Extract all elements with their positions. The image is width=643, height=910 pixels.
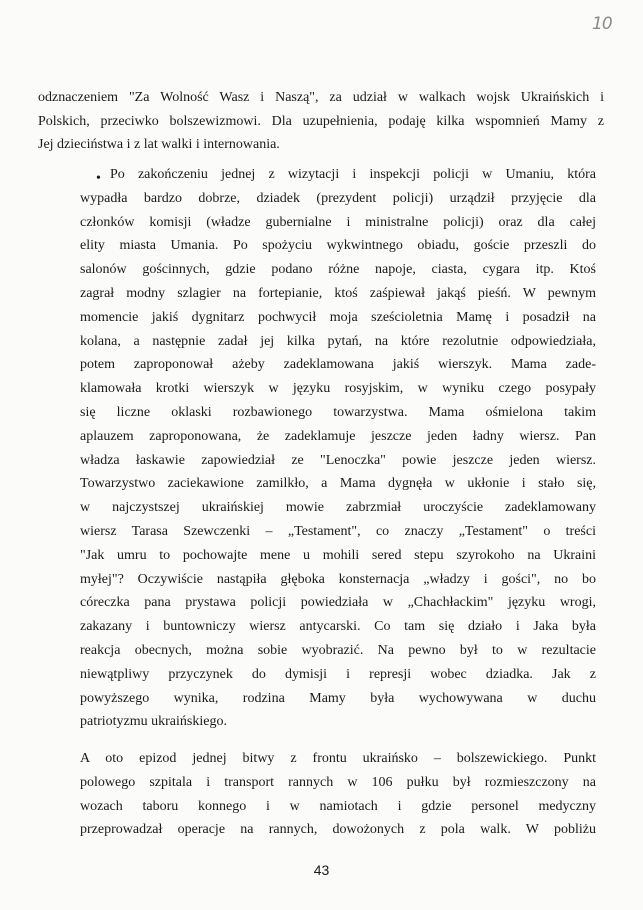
text-line: myłej"? Oczywiście nastąpiła głęboka konsternacja „władzy i gości", no bo [80,571,596,587]
text-line: patriotyzmu ukraińskiego. [80,714,227,730]
text-line: przeprowadzał operacje na rannych, dowożonych z pola walk. W pobliżu [80,822,596,838]
text-line: niewątpliwy przyczynek do dymisji i represji wobec dziadka. Jak z [80,666,596,682]
intro-paragraph [38,86,604,157]
text-line: salonów gościnnych, gdzie podano różne napoje, ciasta, cygara itp. Ktoś [80,262,596,278]
text-line: w najczystszej ukraińskiej mowie zabrzmiał uroczyście zadeklamowany [80,500,596,516]
text-line: Po zakończeniu jednej z wizytacji i inspekcji policji w Umaniu, która [110,167,596,182]
text-line: członków komisji (władze gubernialne i ministralne policji) oraz dla całej [80,214,596,230]
text-line: aplauzem zaproponowana, że zadeklamuje jeszcze jeden ładny wiersz. Pan [80,428,596,444]
text-line: Jej dzieciństwa i z lat walki i internowania. [38,137,280,152]
text-line: odznaczeniem "Za Wolność Wasz i Naszą", za udział w walkach wojsk Ukraińskich i [38,90,604,105]
next-paragraph [80,747,596,842]
text-line: zagrał modny szlagier na fortepianie, ktoś zaśpiewał jakąś pieśń. W pewnym [80,285,596,301]
text-line: reakcja obecnych, można sobie wyobrazić. Na pewno był to w rezultacie [80,642,596,658]
page-number: 43 [313,862,330,878]
text-line: córeczka pana prystawa policji powiedziała w „Chachłackim" języku wrogi, [80,595,596,611]
text-line: się liczne oklaski rozbawionego towarzystwa. Mama ośmielona takim [80,404,596,420]
handwritten-page-number: 10 [592,14,612,34]
text-line: wiersz Tarasa Szewczenki – „Testament", co znaczy „Testament" o treści [80,523,596,539]
bullet-paragraph [80,163,596,734]
text-line: polowego szpitala i transport rannych w 106 pułku był rozmieszczony na [80,774,596,790]
text-line: wypadła bardzo dobrze, dziadek (prezydent policji) urządził przyjęcie dla [80,190,596,206]
text-line: powyższego wynika, rodzina Mamy była wychowywana w duchu [80,690,596,706]
text-line: "Jak umru to pochowajte mene u mohili sered stepu szyrokoho na Ukraini [80,547,596,563]
text-line: klamowała krotki wierszyk w języku rosyjskim, w wyniku czego posypały [80,381,596,397]
text-line: momencie jakiś dygnitarz pochwycił moja sześcioletnia Mamę i posadził na [80,309,596,325]
text-line: A oto epizod jednej bitwy z frontu ukraińsko – bolszewickiego. Punkt [80,751,596,766]
text-line: Towarzystwo zaciekawione zamilkło, a Mama dygnęła w ukłonie i stało się, [80,476,596,492]
bullet-icon: • [96,171,101,186]
text-line: wozach taboru konnego i w namiotach i gdzie personel medyczny [80,798,596,814]
text-line: władza łaskawie zapowiedział ze "Lenoczka" powie jeszcze jeden wiersz. [80,452,596,468]
text-line: kolana, a następnie zadał jej kilka pytań, na które rezolutnie odpowiedziała, [80,333,596,349]
text-line: potem zaproponował ażeby zadeklamowana jakiś wierszyk. Mama zade- [80,357,596,373]
text-line: Polskich, przeciwko bolszewizmowi. Dla uzupełnienia, podaję kilka wspomnień Mamy z [38,113,604,129]
text-line: elity miasta Umania. Po spożyciu wykwintnego obiadu, goście przeszli do [80,238,596,254]
text-line: zakazany i buntowniczy wiersz antycarski. Co tam się działo i Jaka była [80,619,596,635]
